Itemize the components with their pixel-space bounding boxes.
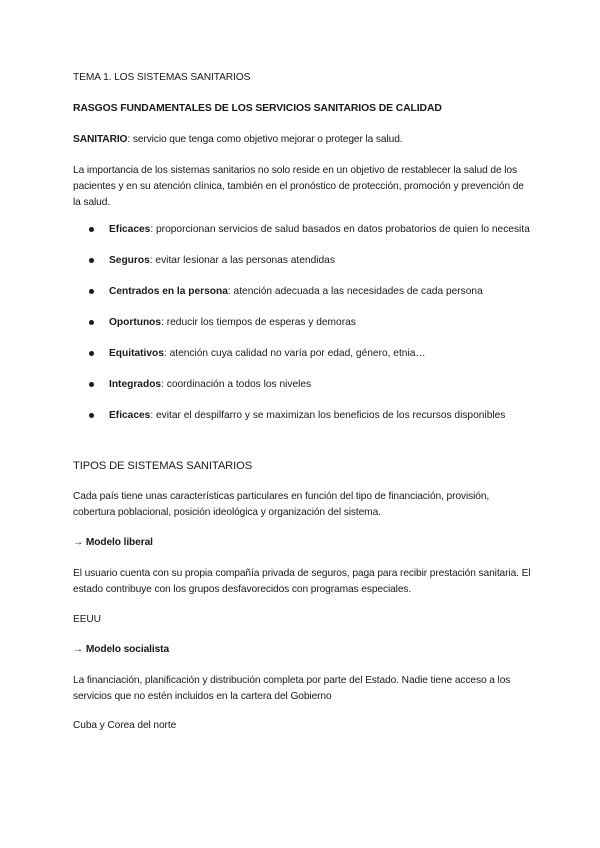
list-item xyxy=(73,377,533,408)
document-title: TEMA 1. LOS SISTEMAS SANITARIOS xyxy=(73,72,251,83)
feature-text: : evitar lesionar a las personas atendidas xyxy=(149,255,335,266)
model-liberal-label: → Modelo liberal xyxy=(73,537,153,548)
list-item xyxy=(73,408,533,439)
bullet-icon xyxy=(89,289,94,294)
feature-text: : coordinación a todos los niveles xyxy=(161,379,312,390)
definition-text: : servicio que tenga como objetivo mejorar o proteger la salud. xyxy=(127,134,403,145)
feature-term: Eficaces xyxy=(109,410,151,421)
bullet-icon xyxy=(89,413,94,418)
feature-text: : reducir los tiempos de esperas y demoras xyxy=(161,317,356,328)
model-socialista-label: → Modelo socialista xyxy=(73,644,170,655)
bullet-icon xyxy=(89,320,94,325)
features-list xyxy=(73,222,533,439)
model-liberal-text: El usuario cuenta con su propia compañía privada de seguros, paga para recibir prestación sanitaria. El estado contribuye con los grupos desfavorecidos con programas especiales. xyxy=(73,568,531,595)
feature-term: Equitativos xyxy=(109,348,164,359)
feature-term: Eficaces xyxy=(109,224,151,235)
feature-text: : proporcionan servicios de salud basados en datos probatorios de quien lo necesita xyxy=(150,224,530,235)
model-socialista-text: La financiación, planificación y distribución completa por parte del Estado. Nadie tiene acceso a los servicios que no estén incluidos en la cartera del Gobierno xyxy=(73,675,511,702)
feature-text: : atención adecuada a las necesidades de cada persona xyxy=(227,286,483,297)
model-liberal-example: EEUU xyxy=(73,614,101,625)
list-item xyxy=(73,284,533,315)
list-item xyxy=(73,315,533,346)
list-item xyxy=(73,346,533,377)
bullet-icon xyxy=(89,258,94,263)
section-heading-tipos: TIPOS DE SISTEMAS SANITARIOS xyxy=(73,460,253,472)
bullet-icon xyxy=(89,382,94,387)
types-intro-paragraph: Cada país tiene unas características particulares en función del tipo de financiación, provisión, cobertura poblacional, posición ideológica y organización del sistema. xyxy=(73,491,490,518)
model-socialista-example: Cuba y Corea del norte xyxy=(73,720,177,731)
feature-text: : atención cuya calidad no varía por edad, género, etnia… xyxy=(163,348,426,359)
bullet-icon xyxy=(89,227,94,232)
list-item xyxy=(73,222,533,253)
feature-term: Integrados xyxy=(109,379,162,390)
list-item xyxy=(73,253,533,284)
feature-text: : evitar el despilfarro y se maximizan los beneficios de los recursos disponibles xyxy=(150,410,506,421)
feature-term: Oportunos xyxy=(109,317,162,328)
feature-term: Seguros xyxy=(109,255,150,266)
intro-paragraph: La importancia de los sistemas sanitarios no solo reside en un objetivo de restablecer la salud de los pacientes y en su atención clínica, también en el pronóstico de protección, promoción y prevención de la salud. xyxy=(73,165,524,208)
definition-term: SANITARIO xyxy=(73,134,128,145)
feature-term: Centrados en la persona xyxy=(109,286,228,297)
section-heading-rasgos: RASGOS FUNDAMENTALES DE LOS SERVICIOS SANITARIOS DE CALIDAD xyxy=(73,103,442,114)
definition-paragraph xyxy=(73,132,533,148)
bullet-icon xyxy=(89,351,94,356)
